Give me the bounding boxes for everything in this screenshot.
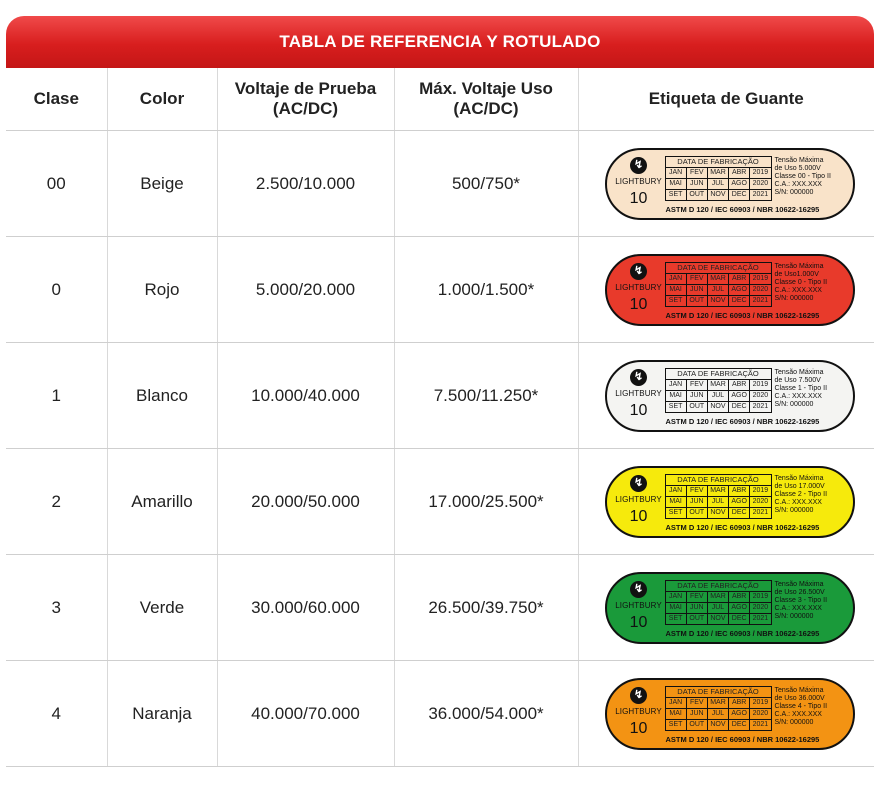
month-cell: OUT — [686, 189, 707, 200]
label-standards: ASTM D 120 / IEC 60903 / NBR 10622-16295 — [665, 522, 820, 532]
month-cell: 2020 — [750, 284, 771, 295]
label-number: 10 — [629, 401, 648, 419]
month-cell: MAI — [665, 284, 686, 295]
cell-voltaje-prueba: 2.500/10.000 — [217, 131, 394, 237]
month-cell: 2019 — [750, 379, 771, 390]
month-cell: JUN — [686, 178, 707, 189]
label-number: 10 — [629, 295, 648, 313]
cell-etiqueta — [578, 131, 874, 237]
label-tensao-line2: de Uso 5.000V — [774, 164, 821, 172]
month-cell: JUL — [707, 390, 728, 401]
label-standards: ASTM D 120 / IEC 60903 / NBR 10622-16295 — [665, 416, 820, 426]
label-sn: S/N: 000000 — [774, 613, 814, 621]
fabrication-date-grid — [665, 262, 772, 307]
month-cell: JUN — [686, 708, 707, 719]
month-cell: ABR — [729, 167, 750, 178]
month-cell: SET — [665, 401, 686, 412]
month-cell: NOV — [707, 719, 728, 730]
label-sn: S/N: 000000 — [774, 719, 814, 727]
lightning-logo-icon: ↯ — [630, 581, 647, 598]
lightning-logo-icon: ↯ — [630, 475, 647, 492]
month-row-2 — [665, 496, 771, 507]
fabrication-date-grid — [665, 580, 772, 625]
cell-max-voltaje: 36.000/54.000* — [394, 661, 578, 767]
month-cell: 2021 — [750, 613, 771, 624]
month-cell: SET — [665, 719, 686, 730]
header-max-voltaje-line2: (AC/DC) — [453, 99, 519, 118]
month-cell: JUL — [707, 602, 728, 613]
month-cell: JUL — [707, 284, 728, 295]
header-voltaje-prueba — [217, 68, 394, 131]
table-row — [6, 237, 874, 343]
fabrication-date-title: DATA DE FABRICAÇÃO — [665, 686, 771, 697]
fabrication-date-grid — [665, 474, 772, 519]
label-brand: LIGHTBURY — [615, 388, 662, 398]
month-cell: ABR — [729, 379, 750, 390]
month-row-3 — [665, 189, 771, 200]
month-cell: 2020 — [750, 708, 771, 719]
label-brand: LIGHTBURY — [615, 176, 662, 186]
label-logo — [613, 263, 665, 314]
month-cell: AGO — [729, 178, 750, 189]
label-ca: C.A.: XXX.XXX — [774, 711, 822, 719]
label-info — [775, 263, 851, 304]
month-cell: ABR — [729, 273, 750, 284]
month-cell: 2020 — [750, 496, 771, 507]
glove-label — [605, 466, 855, 538]
cell-etiqueta — [578, 343, 874, 449]
cell-max-voltaje: 17.000/25.500* — [394, 449, 578, 555]
month-cell: OUT — [686, 719, 707, 730]
month-cell: NOV — [707, 189, 728, 200]
label-classe: Classe 00 - Tipo II — [774, 172, 831, 180]
month-cell: JUL — [707, 178, 728, 189]
month-cell: MAR — [707, 379, 728, 390]
month-row-1 — [665, 485, 771, 496]
glove-label — [605, 254, 855, 326]
cell-voltaje-prueba: 40.000/70.000 — [217, 661, 394, 767]
month-cell: MAR — [707, 485, 728, 496]
label-sn: S/N: 000000 — [774, 507, 814, 515]
month-row-1 — [665, 591, 771, 602]
month-cell: JUN — [686, 390, 707, 401]
fabrication-date-grid — [665, 156, 772, 201]
label-info — [775, 369, 851, 410]
table-row — [6, 661, 874, 767]
label-classe: Classe 4 - Tipo II — [774, 702, 828, 710]
month-row-3 — [665, 295, 771, 306]
month-cell: FEV — [686, 379, 707, 390]
month-cell: NOV — [707, 613, 728, 624]
label-brand: LIGHTBURY — [615, 494, 662, 504]
header-voltaje-prueba-line2: (AC/DC) — [272, 99, 339, 118]
month-cell: OUT — [686, 295, 707, 306]
label-tensao-line1: Tensão Máxima — [774, 368, 824, 376]
label-logo — [613, 157, 665, 208]
header-max-voltaje-line1: Máx. Voltaje Uso — [419, 79, 553, 98]
cell-voltaje-prueba: 5.000/20.000 — [217, 237, 394, 343]
month-row-2 — [665, 284, 771, 295]
label-tensao-line1: Tensão Máxima — [774, 580, 824, 588]
month-cell: SET — [665, 507, 686, 518]
month-row-3 — [665, 401, 771, 412]
month-cell: NOV — [707, 401, 728, 412]
month-cell: JAN — [665, 697, 686, 708]
month-cell: FEV — [686, 485, 707, 496]
month-cell: FEV — [686, 167, 707, 178]
label-tensao-line1: Tensão Máxima — [774, 156, 824, 164]
month-cell: AGO — [729, 708, 750, 719]
cell-clase: 4 — [6, 661, 107, 767]
cell-clase: 0 — [6, 237, 107, 343]
month-cell: ABR — [729, 485, 750, 496]
month-cell: 2020 — [750, 178, 771, 189]
label-tensao-line2: de Uso 26.500V — [774, 588, 825, 596]
month-cell: 2019 — [750, 167, 771, 178]
month-cell: MAI — [665, 708, 686, 719]
cell-etiqueta — [578, 661, 874, 767]
label-ca: C.A.: XXX.XXX — [774, 499, 822, 507]
cell-color: Verde — [107, 555, 217, 661]
lightning-logo-icon: ↯ — [630, 687, 647, 704]
label-classe: Classe 0 - Tipo II — [774, 278, 828, 286]
label-number: 10 — [629, 613, 648, 631]
month-cell: MAI — [665, 178, 686, 189]
cell-color: Naranja — [107, 661, 217, 767]
label-sn: S/N: 000000 — [774, 401, 814, 409]
month-cell: DEC — [729, 613, 750, 624]
cell-clase: 00 — [6, 131, 107, 237]
month-cell: JAN — [665, 273, 686, 284]
month-cell: OUT — [686, 401, 707, 412]
glove-label — [605, 572, 855, 644]
fabrication-date-title: DATA DE FABRICAÇÃO — [665, 262, 771, 273]
month-cell: SET — [665, 189, 686, 200]
month-cell: JAN — [665, 485, 686, 496]
month-cell: MAI — [665, 390, 686, 401]
header-row — [6, 68, 874, 131]
label-tensao-line2: de Uso 17.000V — [774, 482, 825, 490]
label-classe: Classe 2 - Tipo II — [774, 490, 828, 498]
month-cell: 2020 — [750, 602, 771, 613]
cell-color: Beige — [107, 131, 217, 237]
month-row-3 — [665, 719, 771, 730]
label-logo — [613, 687, 665, 738]
cell-color: Blanco — [107, 343, 217, 449]
lightning-logo-icon: ↯ — [630, 369, 647, 386]
label-ca: C.A.: XXX.XXX — [774, 181, 822, 189]
label-brand: LIGHTBURY — [615, 706, 662, 716]
fabrication-date-grid — [665, 368, 772, 413]
header-voltaje-prueba-line1: Voltaje de Prueba — [234, 79, 377, 98]
month-cell: JUL — [707, 708, 728, 719]
label-logo — [613, 369, 665, 420]
month-cell: ABR — [729, 591, 750, 602]
glove-label — [605, 360, 855, 432]
cell-etiqueta — [578, 237, 874, 343]
month-cell: 2019 — [750, 485, 771, 496]
month-cell: MAR — [707, 591, 728, 602]
table-row — [6, 449, 874, 555]
month-cell: 2021 — [750, 189, 771, 200]
month-cell: AGO — [729, 496, 750, 507]
month-cell: MAR — [707, 167, 728, 178]
month-row-1 — [665, 273, 771, 284]
month-cell: 2020 — [750, 390, 771, 401]
month-cell: DEC — [729, 719, 750, 730]
label-sn: S/N: 000000 — [774, 295, 814, 303]
label-number: 10 — [629, 189, 648, 207]
month-cell: DEC — [729, 189, 750, 200]
label-standards: ASTM D 120 / IEC 60903 / NBR 10622-16295 — [665, 310, 820, 320]
cell-max-voltaje: 26.500/39.750* — [394, 555, 578, 661]
month-row-3 — [665, 507, 771, 518]
month-cell: 2021 — [750, 295, 771, 306]
label-tensao-line2: de Uso 7.500V — [774, 376, 821, 384]
label-number: 10 — [629, 507, 648, 525]
label-tensao-line2: de Uso 36.000V — [774, 694, 825, 702]
label-ca: C.A.: XXX.XXX — [774, 393, 822, 401]
month-cell: DEC — [729, 507, 750, 518]
month-cell: AGO — [729, 602, 750, 613]
month-row-1 — [665, 167, 771, 178]
table-row — [6, 131, 874, 237]
glove-label — [605, 148, 855, 220]
header-color: Color — [107, 68, 217, 131]
month-cell: 2021 — [750, 507, 771, 518]
label-tensao-line1: Tensão Máxima — [774, 262, 824, 270]
cell-voltaje-prueba: 10.000/40.000 — [217, 343, 394, 449]
month-cell: 2019 — [750, 591, 771, 602]
month-cell: 2021 — [750, 401, 771, 412]
cell-voltaje-prueba: 20.000/50.000 — [217, 449, 394, 555]
month-cell: DEC — [729, 401, 750, 412]
table-row — [6, 343, 874, 449]
label-info — [775, 475, 851, 516]
month-cell: 2019 — [750, 273, 771, 284]
label-info — [775, 581, 851, 622]
lightning-logo-icon: ↯ — [630, 263, 647, 280]
label-classe: Classe 1 - Tipo II — [774, 384, 828, 392]
cell-clase: 2 — [6, 449, 107, 555]
month-cell: 2021 — [750, 719, 771, 730]
month-cell: JAN — [665, 167, 686, 178]
month-cell: SET — [665, 295, 686, 306]
month-cell: SET — [665, 613, 686, 624]
month-cell: NOV — [707, 295, 728, 306]
month-cell: MAR — [707, 697, 728, 708]
label-number: 10 — [629, 719, 648, 737]
label-brand: LIGHTBURY — [615, 282, 662, 292]
month-row-2 — [665, 178, 771, 189]
month-cell: JUN — [686, 602, 707, 613]
cell-etiqueta — [578, 449, 874, 555]
month-cell: JAN — [665, 379, 686, 390]
cell-etiqueta — [578, 555, 874, 661]
month-cell: OUT — [686, 507, 707, 518]
lightning-logo-icon: ↯ — [630, 157, 647, 174]
month-row-1 — [665, 379, 771, 390]
month-row-2 — [665, 708, 771, 719]
month-cell: MAI — [665, 496, 686, 507]
cell-clase: 3 — [6, 555, 107, 661]
label-tensao-line1: Tensão Máxima — [774, 474, 824, 482]
month-cell: JUN — [686, 496, 707, 507]
month-cell: 2019 — [750, 697, 771, 708]
label-logo — [613, 581, 665, 632]
month-cell: AGO — [729, 390, 750, 401]
header-clase: Clase — [6, 68, 107, 131]
month-cell: FEV — [686, 273, 707, 284]
label-standards: ASTM D 120 / IEC 60903 / NBR 10622-16295 — [665, 628, 820, 638]
label-standards: ASTM D 120 / IEC 60903 / NBR 10622-16295 — [665, 734, 820, 744]
fabrication-date-title: DATA DE FABRICAÇÃO — [665, 474, 771, 485]
reference-table — [6, 68, 874, 767]
cell-color: Amarillo — [107, 449, 217, 555]
label-brand: LIGHTBURY — [615, 600, 662, 610]
header-max-voltaje — [394, 68, 578, 131]
fabrication-date-grid — [665, 686, 772, 731]
label-info — [775, 157, 851, 198]
month-row-2 — [665, 390, 771, 401]
month-cell: JUL — [707, 496, 728, 507]
month-cell: JAN — [665, 591, 686, 602]
month-cell: ABR — [729, 697, 750, 708]
month-row-1 — [665, 697, 771, 708]
reference-table-container — [6, 16, 874, 767]
month-row-3 — [665, 613, 771, 624]
table-row — [6, 555, 874, 661]
table-banner-title: TABLA DE REFERENCIA Y ROTULADO — [6, 16, 874, 68]
label-sn: S/N: 000000 — [774, 189, 814, 197]
cell-max-voltaje: 500/750* — [394, 131, 578, 237]
label-info — [775, 687, 851, 728]
label-standards: ASTM D 120 / IEC 60903 / NBR 10622-16295 — [665, 204, 820, 214]
month-cell: JUN — [686, 284, 707, 295]
month-cell: AGO — [729, 284, 750, 295]
month-cell: NOV — [707, 507, 728, 518]
glove-label — [605, 678, 855, 750]
cell-clase: 1 — [6, 343, 107, 449]
month-cell: DEC — [729, 295, 750, 306]
label-ca: C.A.: XXX.XXX — [774, 287, 822, 295]
month-cell: MAR — [707, 273, 728, 284]
cell-color: Rojo — [107, 237, 217, 343]
fabrication-date-title: DATA DE FABRICAÇÃO — [665, 580, 771, 591]
label-classe: Classe 3 - Tipo II — [774, 596, 828, 604]
header-etiqueta: Etiqueta de Guante — [578, 68, 874, 131]
label-tensao-line1: Tensão Máxima — [774, 686, 824, 694]
cell-max-voltaje: 1.000/1.500* — [394, 237, 578, 343]
label-tensao-line2: de Uso1.000V — [774, 270, 819, 278]
month-cell: OUT — [686, 613, 707, 624]
fabrication-date-title: DATA DE FABRICAÇÃO — [665, 368, 771, 379]
month-cell: FEV — [686, 697, 707, 708]
month-cell: FEV — [686, 591, 707, 602]
month-cell: MAI — [665, 602, 686, 613]
cell-max-voltaje: 7.500/11.250* — [394, 343, 578, 449]
month-row-2 — [665, 602, 771, 613]
label-logo — [613, 475, 665, 526]
fabrication-date-title: DATA DE FABRICAÇÃO — [665, 156, 771, 167]
cell-voltaje-prueba: 30.000/60.000 — [217, 555, 394, 661]
label-ca: C.A.: XXX.XXX — [774, 605, 822, 613]
